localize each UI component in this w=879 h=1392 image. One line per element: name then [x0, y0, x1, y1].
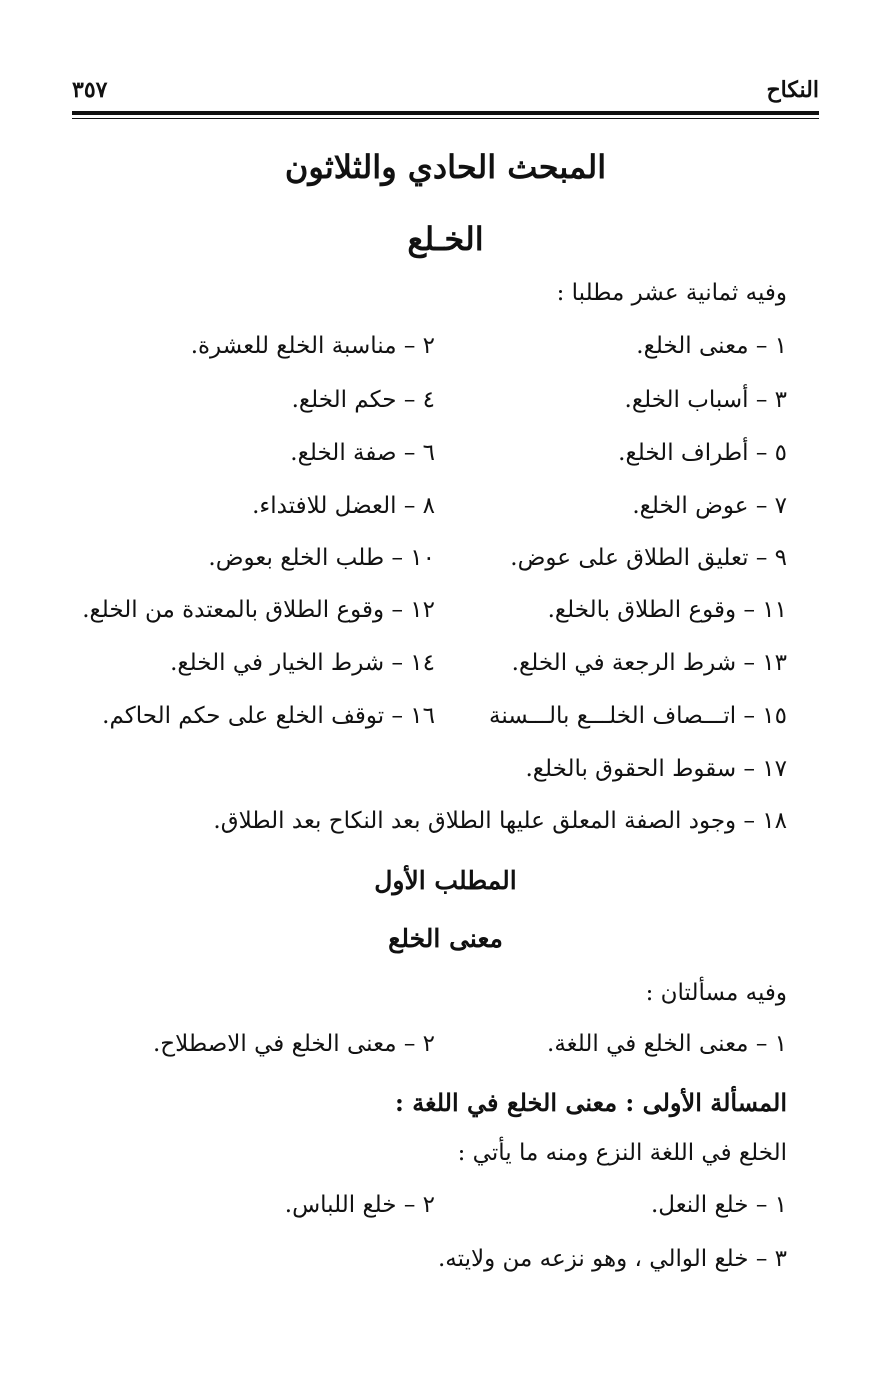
toc-item: ١٢ – وقوع الطلاق بالمعتدة من الخلع.: [82, 597, 435, 623]
toc-item: ٩ – تعليق الطلاق على عوض.: [510, 545, 787, 571]
toc-row: [70, 545, 787, 579]
toc-item: ١٠ – طلب الخلع بعوض.: [208, 545, 435, 571]
intro-text: وفيه ثمانية عشر مطلبا :: [556, 280, 787, 306]
toc-item: ٨ – العضل للافتداء.: [252, 493, 435, 519]
toc-item: ١١ – وقوع الطلاق بالخلع.: [547, 597, 787, 623]
header-rule-thick: [72, 111, 819, 115]
toc-item: ١٥ – اتـــصاف الخلـــع بالـــسنة: [488, 703, 787, 729]
issue-item: ١ – معنى الخلع في اللغة.: [547, 1031, 787, 1057]
toc-item: ٢ – مناسبة الخلع للعشرة.: [190, 333, 435, 359]
section-intro: وفيه مسألتان :: [645, 980, 787, 1006]
section-subtitle: معنى الخلع: [388, 924, 503, 953]
toc-item: ٥ – أطراف الخلع.: [618, 440, 787, 466]
toc-item: ١٨ – وجود الصفة المعلق عليها الطلاق بعد النكاح بعد الطلاق.: [213, 808, 787, 834]
toc-item: ١٦ – توقف الخلع على حكم الحاكم.: [102, 703, 435, 729]
toc-item: ٦ – صفة الخلع.: [290, 440, 435, 466]
toc-row: [70, 703, 787, 737]
toc-row: [70, 333, 787, 367]
toc-item: ١ – معنى الخلع.: [636, 333, 787, 359]
toc-item: ٣ – أسباب الخلع.: [624, 387, 787, 413]
paragraph: الخلع في اللغة النزع ومنه ما يأتي :: [457, 1140, 787, 1166]
issue-item: ٢ – معنى الخلع في الاصطلاح.: [153, 1031, 435, 1057]
issues-row: [70, 1031, 787, 1065]
toc-row: [70, 440, 787, 474]
running-header: [72, 70, 819, 110]
toc-item: ١٣ – شرط الرجعة في الخلع.: [511, 650, 787, 676]
running-title: النكاح: [766, 77, 819, 103]
page-number: ٣٥٧: [72, 77, 108, 103]
issue-heading: المسألة الأولى : معنى الخلع في اللغة :: [395, 1088, 787, 1117]
toc-item: ١٧ – سقوط الحقوق بالخلع.: [525, 756, 787, 782]
example-item: ٢ – خلع اللباس.: [284, 1192, 435, 1218]
chapter-title: المبحث الحادي والثلاثون: [284, 148, 607, 186]
chapter-subtitle: الخـلع: [407, 220, 484, 258]
toc-row: [70, 597, 787, 631]
toc-row: [70, 650, 787, 684]
toc-item: ٧ – عوض الخلع.: [632, 493, 787, 519]
example-item: ١ – خلع النعل.: [650, 1192, 787, 1218]
toc-item: ١٤ – شرط الخيار في الخلع.: [170, 650, 435, 676]
header-rule-thin: [72, 118, 819, 119]
example-item: ٣ – خلع الوالي ، وهو نزعه من ولايته.: [438, 1246, 787, 1272]
toc-row: [70, 387, 787, 421]
toc-row: [70, 493, 787, 527]
examples-row: [70, 1192, 787, 1226]
section-title: المطلب الأول: [374, 866, 517, 895]
toc-item: ٤ – حكم الخلع.: [291, 387, 435, 413]
